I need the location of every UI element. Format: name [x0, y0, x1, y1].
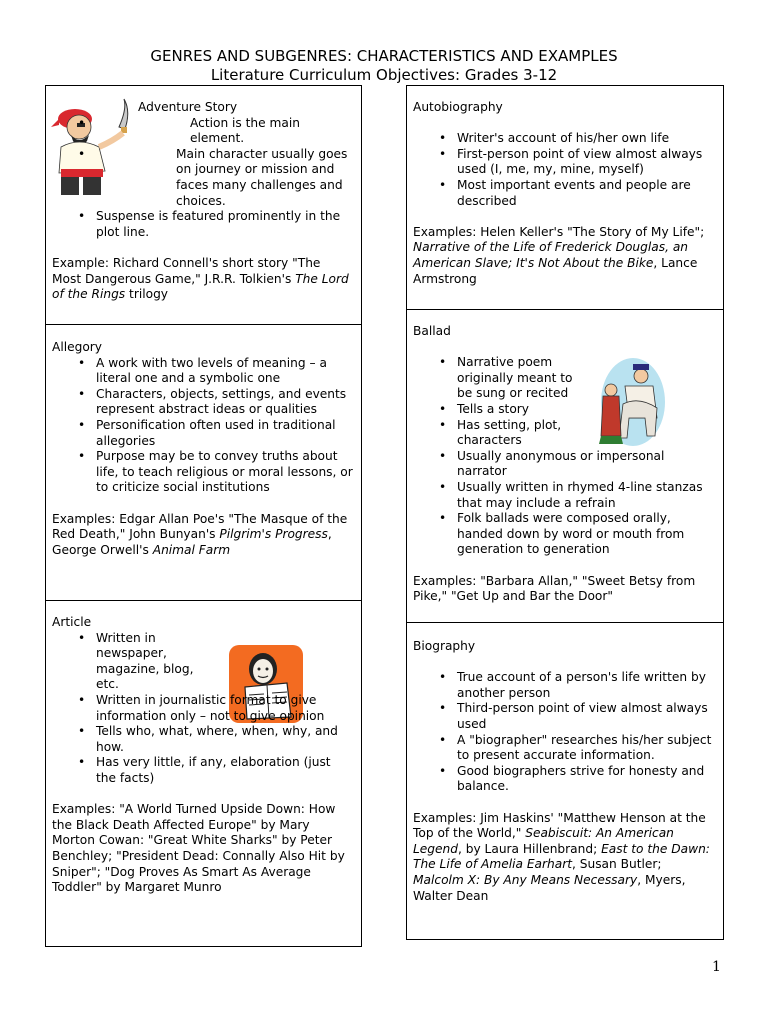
list-item: • Purpose may be to convey truths about life, to teach religious or moral lessons, or to criticize social institutions — [52, 449, 353, 496]
biography-box — [406, 622, 724, 940]
list-item: • Personification often used in traditional allegories — [52, 418, 353, 449]
list-item: • Folk ballads were composed orally, handed down by word or mouth from generation to generation — [413, 511, 715, 558]
list-item: • Narrative poem originally meant to be sung or recited — [413, 355, 579, 402]
list-item: • Main character usually goes on journey or mission and faces many challenges and choices. — [52, 147, 353, 209]
biography-example: Examples: Jim Haskins' "Matthew Henson at the Top of the World," Seabiscuit: An American Legend, by Laura Hillenbrand; East to the Dawn: The Life of Amelia Earhart, Susan Butler; Malcolm X: By Any Means Necessary, Myers, Walter Dean — [413, 810, 710, 903]
page-number: 1 — [712, 959, 721, 975]
list-item: • Tells a story — [413, 402, 715, 418]
article-example: Examples: "A World Turned Upside Down: How the Black Death Affected Europe" by Mary Morton Cowan: "Great White Sharks" by Peter Benchley; "President Dead: Connally Also Hit by Sniper"; "Dog Proves As Smart As Average Toddler" by Margaret Munro — [52, 802, 345, 895]
ballad-box — [406, 309, 724, 623]
page-title: GENRES AND SUBGENRES: CHARACTERISTICS AND EXAMPLES — [150, 47, 618, 65]
list-item: • Usually anonymous or impersonal narrator — [413, 449, 715, 480]
biography-heading: Biography — [413, 639, 476, 653]
list-item: • Characters, objects, settings, and events represent abstract ideas or qualities — [52, 387, 353, 418]
list-item: • True account of a person's life written by another person — [413, 670, 715, 701]
list-item: • Has very little, if any, elaboration (just the facts) — [52, 755, 353, 786]
list-item: • Has setting, plot, characters — [413, 418, 569, 449]
autobiography-example: Examples: Helen Keller's "The Story of My Life"; Narrative of the Life of Frederick Douglas, an American Slave; It's Not About the Bike, Lance Armstrong — [413, 224, 705, 286]
ballad-heading: Ballad — [413, 324, 451, 338]
list-item: • Usually written in rhymed 4-line stanzas that may include a refrain — [413, 480, 715, 511]
list-item: • Tells who, what, where, when, why, and how. — [52, 724, 353, 755]
list-item: • Writer's account of his/her own life — [413, 131, 715, 147]
allegory-heading: Allegory — [52, 340, 103, 354]
list-item: • A work with two levels of meaning – a literal one and a symbolic one — [52, 356, 353, 387]
autobiography-box — [406, 85, 724, 310]
ballad-example: Examples: "Barbara Allan," "Sweet Betsy from Pike," "Get Up and Bar the Door" — [413, 573, 696, 604]
list-item: • A "biographer" researches his/her subject to present accurate information. — [413, 733, 715, 764]
list-item: • Action is the main element. — [52, 116, 353, 147]
article-box — [45, 600, 362, 947]
list-item: • Written in journalistic format to give information only – not to give opinion — [52, 693, 353, 724]
list-item: • Suspense is featured prominently in the plot line. — [52, 209, 353, 240]
list-item: • Third-person point of view almost always used — [413, 701, 715, 732]
adventure-example: Example: Richard Connell's short story "The Most Dangerous Game," J.R.R. Tolkien's The Lord of the Rings trilogy — [52, 255, 349, 302]
allegory-example: Examples: Edgar Allan Poe's "The Masque of the Red Death," John Bunyan's Pilgrim's Progress, George Orwell's Animal Farm — [52, 511, 348, 557]
autobiography-heading: Autobiography — [413, 100, 503, 114]
page-subtitle: Literature Curriculum Objectives: Grades 3-12 — [210, 66, 558, 84]
list-item: • Written in newspaper, magazine, blog, etc. — [52, 631, 206, 693]
adventure-heading: Adventure Story — [138, 100, 238, 114]
adventure-story-box — [45, 85, 362, 325]
list-item: • Most important events and people are described — [413, 178, 715, 209]
allegory-box — [45, 324, 362, 601]
list-item: • First-person point of view almost always used (I, me, my, mine, myself) — [413, 147, 715, 178]
list-item: • Good biographers strive for honesty and balance. — [413, 764, 715, 795]
article-heading: Article — [52, 615, 92, 629]
